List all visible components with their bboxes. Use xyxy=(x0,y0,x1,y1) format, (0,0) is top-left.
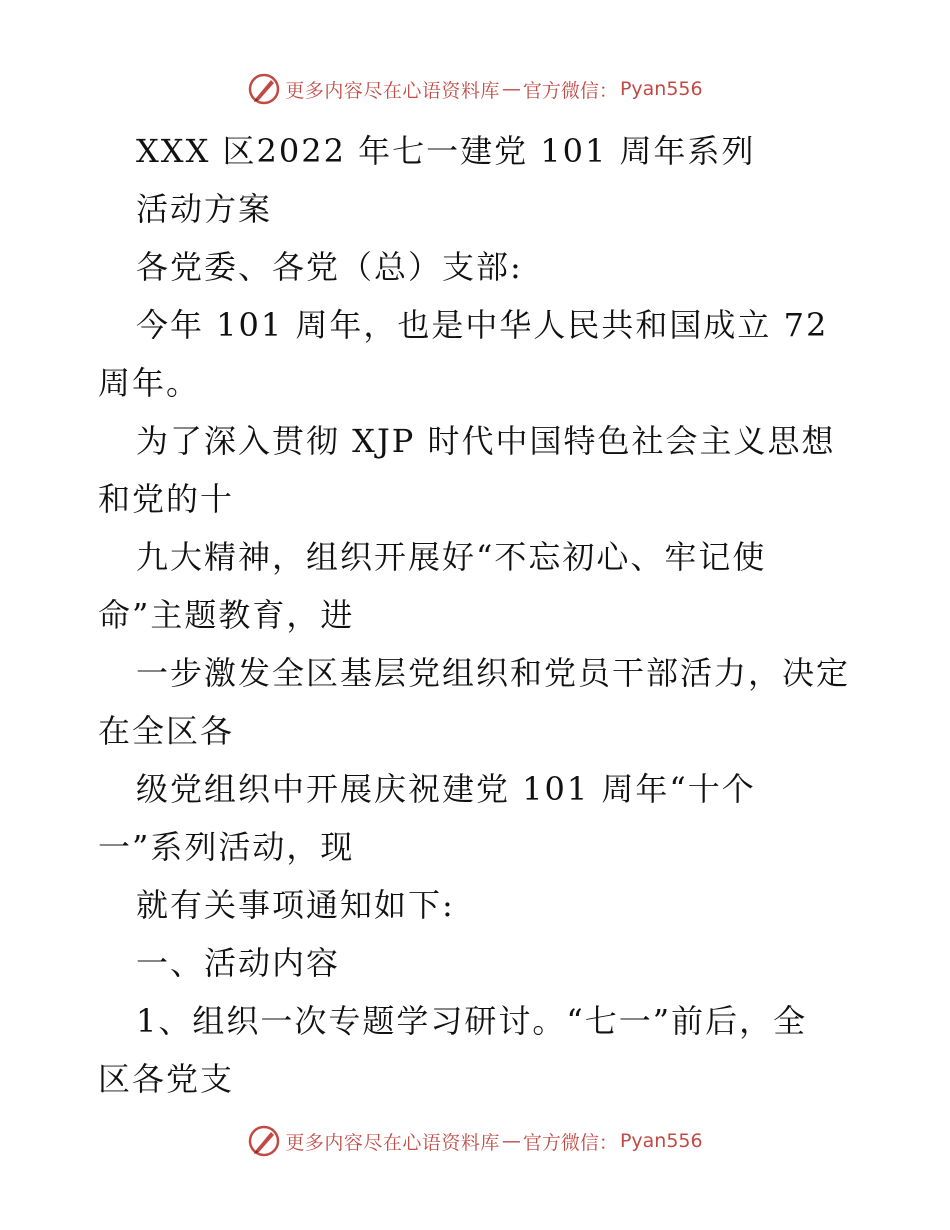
document-line: 为了深入贯彻 XJP 时代中国特色社会主义思想 xyxy=(136,422,836,460)
document-line: 九大精神，组织开展好“不忘初心、牢记使 xyxy=(136,538,767,576)
document-line: 周年。 xyxy=(98,364,201,402)
watermark-label: 官方微信： xyxy=(522,1131,618,1154)
document-body xyxy=(98,122,878,1108)
document-line: XXX 区2022 年七一建党 101 周年系列 xyxy=(136,132,756,170)
document-line: 一、活动内容 xyxy=(136,944,341,982)
watermark-id: Pyan556 xyxy=(619,78,703,100)
watermark-dash: — xyxy=(501,78,521,100)
document-line: 今年 101 周年，也是中华人民共和国成立 72 xyxy=(136,306,829,344)
document-line: 一”系列活动，现 xyxy=(98,828,355,866)
watermark-id: Pyan556 xyxy=(619,1130,703,1152)
pen-logo-icon xyxy=(247,72,281,106)
document-line: 1、组织一次专题学习研讨。“七一”前后，全 xyxy=(136,1002,808,1040)
document-line: 区各党支 xyxy=(98,1060,235,1098)
document-line: 和党的十 xyxy=(98,480,235,518)
document-line: 一步激发全区基层党组织和党员干部活力，决定 xyxy=(136,654,851,692)
document-line: 活动方案 xyxy=(136,190,273,228)
document-line: 在全区各 xyxy=(98,712,235,750)
document-line: 就有关事项通知如下: xyxy=(136,886,455,924)
document-line: 各党委、各党（总）支部: xyxy=(136,248,523,286)
watermark-text: 更多内容尽在心语资料库 xyxy=(285,79,500,102)
watermark-text: 更多内容尽在心语资料库 xyxy=(285,1131,500,1154)
document-line: 级党组织中开展庆祝建党 101 周年“十个 xyxy=(136,770,756,808)
pen-logo-icon xyxy=(247,1124,281,1158)
watermark-dash: — xyxy=(501,1130,521,1152)
watermark-footer xyxy=(0,1124,950,1158)
document-line: 命”主题教育，进 xyxy=(98,596,355,634)
watermark-header xyxy=(0,72,950,106)
watermark-label: 官方微信： xyxy=(522,79,618,102)
